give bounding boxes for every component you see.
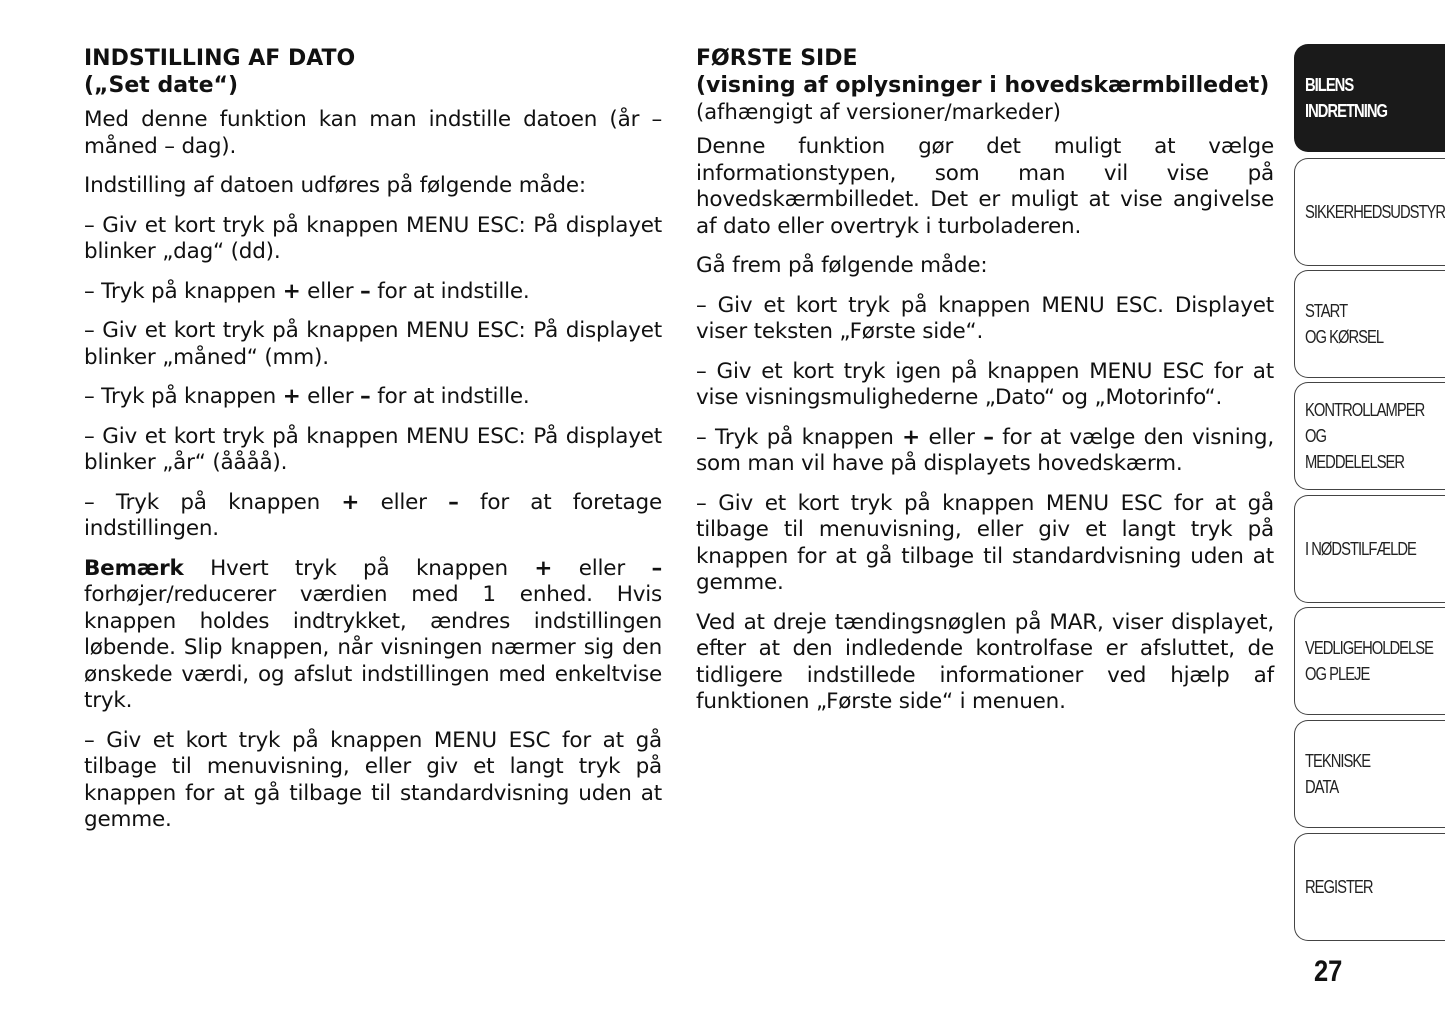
minus-symbol: – bbox=[983, 424, 994, 450]
paragraph: – Tryk på knappen + eller – for at foretage indstillingen. bbox=[84, 489, 662, 541]
first-page-subnote: (afhængigt af versioner/markeder) bbox=[696, 100, 1061, 124]
note-paragraph: Bemærk Hvert tryk på knappen + eller – forhøjer/reducerer værdien med 1 enhed. Hvis knappen holdes indtrykket, ændres indstillingen løbende. Slip knappen, når visningen nærmer sig den ønskede værdi, og afslut indstillingen med enkeltvise tryk. bbox=[84, 555, 662, 713]
plus-symbol: + bbox=[902, 424, 920, 450]
tab-tekniske-data[interactable]: TEKNISKE DATA bbox=[1294, 720, 1445, 828]
date-setting-subheading: („Set date“) bbox=[84, 73, 238, 98]
minus-symbol: – bbox=[360, 278, 371, 304]
tab-register[interactable]: REGISTER bbox=[1294, 833, 1445, 941]
right-column bbox=[696, 45, 1274, 729]
paragraph: Gå frem på følgende måde: bbox=[696, 253, 988, 278]
page-number: 27 bbox=[1314, 955, 1343, 988]
minus-symbol: – bbox=[651, 555, 662, 581]
tab-sikkerhedsudstyr[interactable]: SIKKERHEDSUDSTYR bbox=[1294, 158, 1445, 266]
paragraph: – Giv et kort tryk på knappen MENU ESC for at gå tilbage til menuvisning, eller giv et langt tryk på knappen for at gå tilbage til standardvisning uden at gemme. bbox=[696, 490, 1274, 595]
tab-vedligeholdelse[interactable]: VEDLIGEHOLDELSE OG PLEJE bbox=[1294, 607, 1445, 715]
minus-symbol: – bbox=[360, 384, 371, 409]
paragraph: – Giv et kort tryk på knappen MENU ESC for at gå tilbage til menuvisning, eller giv et langt tryk på knappen for at gå tilbage til standardvisning uden at gemme. bbox=[84, 727, 662, 832]
plus-symbol: + bbox=[282, 384, 301, 409]
paragraph: – Giv et kort tryk på knappen MENU ESC: På displayet blinker „år“ (åååå). bbox=[84, 423, 662, 475]
paragraph: – Giv et kort tryk på knappen MENU ESC: På displayet blinker „dag“ (dd). bbox=[84, 212, 662, 264]
first-page-heading: FØRSTE SIDE bbox=[696, 46, 858, 71]
paragraph: – Giv et kort tryk igen på knappen MENU ESC for at vise visningsmulighederne „Dato“ og „Motorinfo“. bbox=[696, 358, 1274, 410]
date-setting-heading: INDSTILLING AF DATO bbox=[84, 46, 356, 71]
plus-symbol: + bbox=[534, 555, 553, 581]
paragraph: – Tryk på knappen + eller – for at indstille. bbox=[84, 384, 530, 409]
paragraph: – Tryk på knappen + eller – for at vælge den visning, som man vil have på displayets hovedskærm. bbox=[696, 424, 1274, 476]
paragraph: – Giv et kort tryk på knappen MENU ESC. Displayet viser teksten „Første side“. bbox=[696, 292, 1274, 344]
minus-symbol: – bbox=[448, 489, 459, 515]
paragraph: – Tryk på knappen + eller – for at indstille. bbox=[84, 278, 530, 304]
paragraph: Denne funktion gør det muligt at vælge informationstypen, som man vil vise på hovedskærmbilledet. Det er muligt at vise angivelse af dato eller overtryk i turboladeren. bbox=[696, 134, 1274, 239]
tab-kontrollamper[interactable]: KONTROLLAMPER OG MEDDELELSER bbox=[1294, 382, 1445, 490]
paragraph: – Giv et kort tryk på knappen MENU ESC: På displayet blinker „måned“ (mm). bbox=[84, 318, 662, 370]
paragraph: Indstilling af datoen udføres på følgende måde: bbox=[84, 173, 586, 198]
tab-nodstilfaelde[interactable]: I NØDSTILFÆLDE bbox=[1294, 495, 1445, 603]
tab-bilens-indretning[interactable]: BILENS INDRETNING bbox=[1294, 44, 1445, 152]
paragraph: Ved at dreje tændingsnøglen på MAR, viser displayet, efter at den indledende kontrolfase er afsluttet, de tidligere indstillede informationer ved hjælp af funktionen „Første side“ i menuen. bbox=[696, 609, 1274, 714]
tab-start-og-korsel[interactable]: START OG KØRSEL bbox=[1294, 270, 1445, 378]
note-label: Bemærk bbox=[84, 555, 184, 581]
left-column bbox=[84, 45, 662, 847]
paragraph: Med denne funktion kan man indstille datoen (år – måned – dag). bbox=[84, 107, 662, 159]
plus-symbol: + bbox=[282, 278, 301, 304]
plus-symbol: + bbox=[341, 489, 360, 515]
first-page-subheading: (visning af oplysninger i hovedskærmbilledet) bbox=[696, 73, 1270, 98]
